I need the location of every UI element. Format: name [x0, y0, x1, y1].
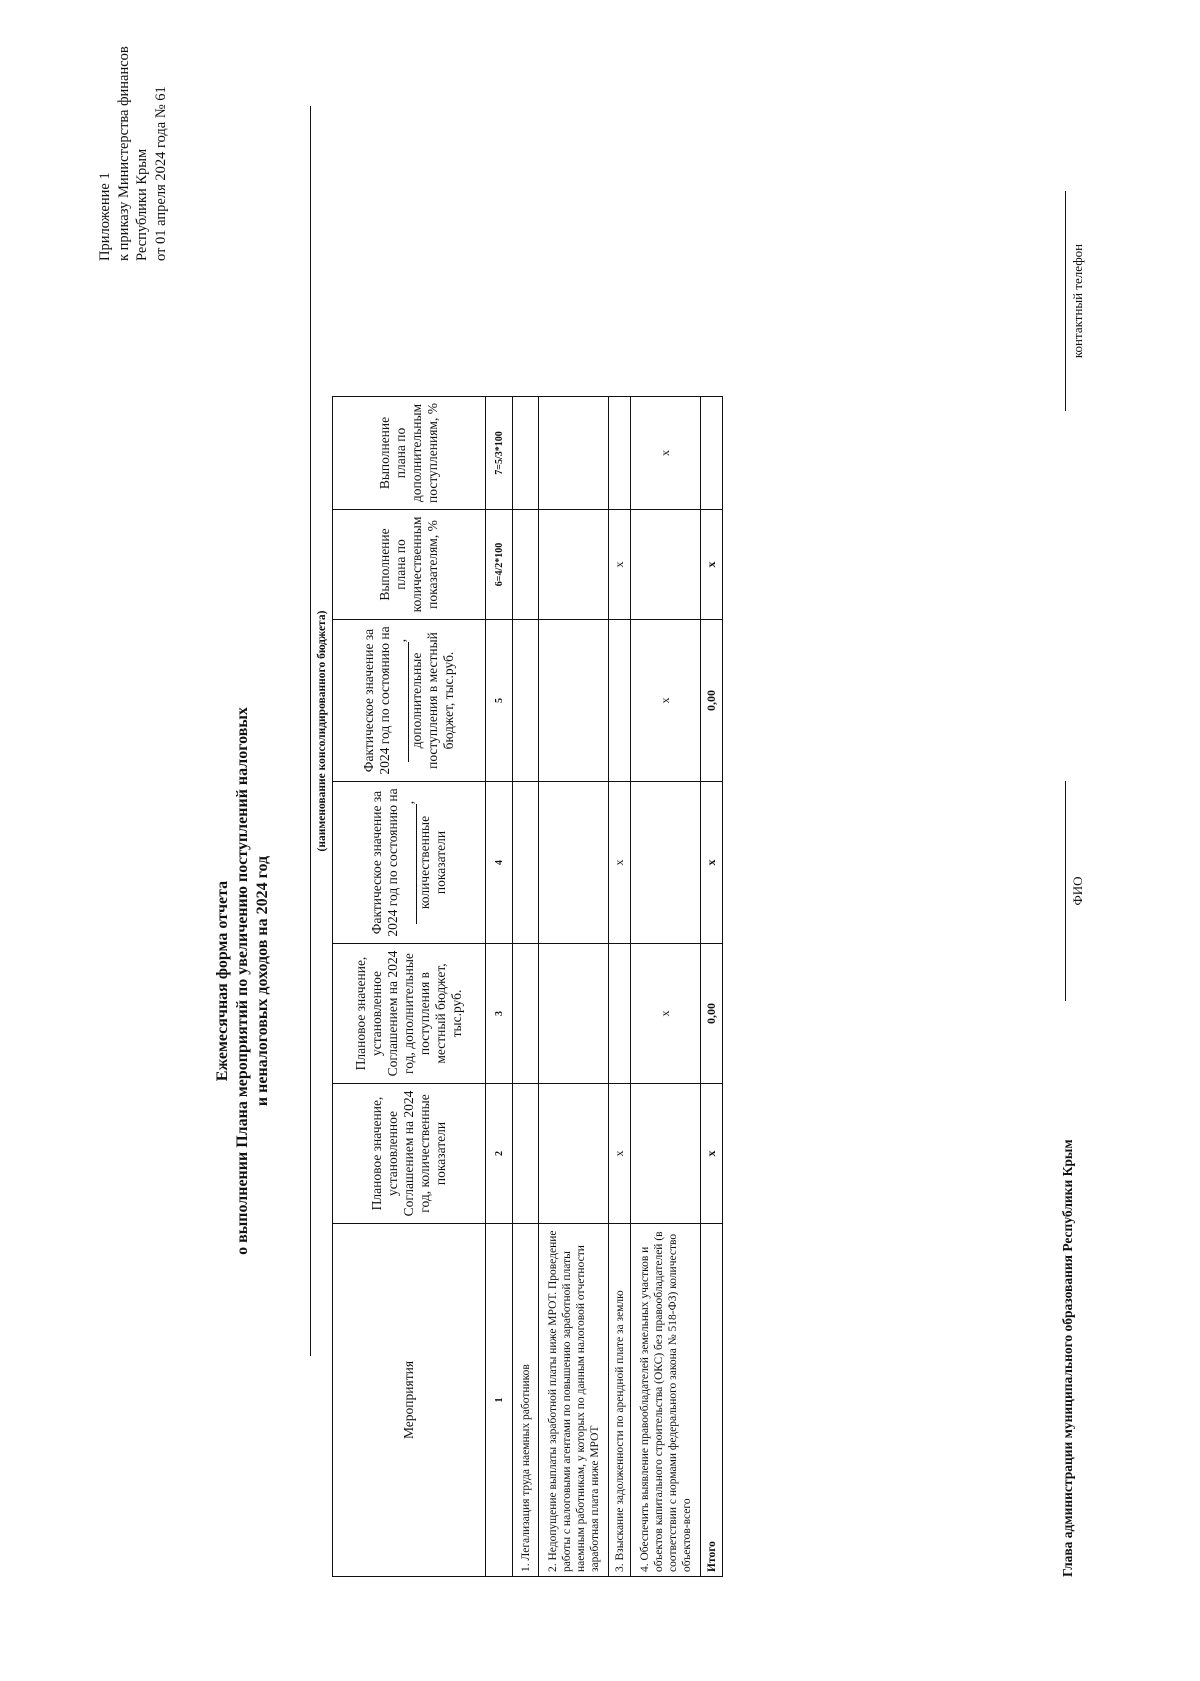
- table-cell: [539, 1084, 609, 1224]
- table-cell: [609, 620, 631, 782]
- column-number: 6=4/2*100: [486, 510, 513, 620]
- table-cell: x: [631, 944, 701, 1084]
- table-cell: [513, 782, 539, 944]
- table-cell: x: [609, 510, 631, 620]
- table-cell: [539, 620, 609, 782]
- header-text: дополнительные поступления в местный бюджет, тыс.руб.: [409, 632, 456, 769]
- budget-name-line: [310, 106, 311, 1356]
- table-cell: [539, 397, 609, 510]
- table-row: [631, 397, 701, 1577]
- header-plan-revenue: Плановое значение, установленное Соглашением на 2024 год, дополнительные поступления в местный бюджет, тыс.руб.: [333, 944, 486, 1084]
- table-cell: [513, 1084, 539, 1224]
- table-cell: [631, 1084, 701, 1224]
- table-cell: [513, 397, 539, 510]
- header-exec-revenue: Выполнение плана по дополнительным поступлениям, %: [333, 397, 486, 510]
- table-cell: 0,00: [701, 620, 723, 782]
- table-cell: x: [631, 620, 701, 782]
- fio-label: ФИО: [1070, 876, 1085, 906]
- table-cell: 0,00: [701, 944, 723, 1084]
- table-header-row: [333, 397, 486, 1577]
- header-text: Фактическое значение за 2024 год по состоянию на: [369, 788, 400, 937]
- column-number-row: [486, 397, 513, 1577]
- table-total-row: [701, 397, 723, 1577]
- table-cell: [609, 397, 631, 510]
- column-number: 2: [486, 1084, 513, 1224]
- appendix-line: Республики Крым: [134, 148, 150, 261]
- table-cell: x: [701, 1084, 723, 1224]
- header-fact-revenue: [333, 620, 486, 782]
- document-title: [213, 481, 273, 1481]
- appendix-block: [96, 21, 170, 261]
- appendix-line: к приказу Министерства финансов: [115, 46, 132, 261]
- header-fact-quantity: [333, 782, 486, 944]
- table-cell: x: [701, 510, 723, 620]
- table-row: [609, 397, 631, 1577]
- activity-name: 1. Легализация труда наемных работников: [513, 1224, 539, 1577]
- total-label: Итого: [701, 1224, 723, 1577]
- table-cell: [513, 944, 539, 1084]
- table-row: [513, 397, 539, 1577]
- table-cell: [513, 510, 539, 620]
- title-line: Ежемесячная форма отчета: [214, 880, 231, 1082]
- report-table: [332, 396, 723, 1577]
- table-cell: x: [701, 782, 723, 944]
- table-cell: x: [609, 1084, 631, 1224]
- column-number: 4: [486, 782, 513, 944]
- table-cell: [701, 397, 723, 510]
- phone-line: [1065, 191, 1066, 411]
- table-cell: [539, 944, 609, 1084]
- fio-line: [1065, 781, 1066, 1001]
- table-cell: [539, 782, 609, 944]
- date-blank: ,: [393, 624, 409, 777]
- activity-name: 4. Обеспечить выявление правообладателей земельных участков и объектов капитального строительства (ОКС) без правообладателей (в соответствии с нормами федерального закона № 518-ФЗ) количество объектов-всего: [631, 1224, 701, 1577]
- column-number: 1: [486, 1224, 513, 1577]
- column-number: 7=5/3*100: [486, 397, 513, 510]
- budget-name-caption: (наименование консолидированного бюджета): [316, 610, 328, 852]
- column-number: 3: [486, 944, 513, 1084]
- header-exec-quantity: Выполнение плана по количественным показателям, %: [333, 510, 486, 620]
- header-plan-quantity: Плановое значение, установленное Соглашением на 2024 год, количественные показатели: [333, 1084, 486, 1224]
- appendix-line: от 01 апреля 2024 года № 61: [152, 86, 169, 261]
- activity-name: 2. Недопущение выплаты заработной платы ниже МРОТ. Проведение работы с налоговыми агентами по повышению заработной платы наемным работникам, у которых по данным налоговой отчетности заработная плата ниже МРОТ: [539, 1224, 609, 1577]
- header-text: количественные показатели: [417, 815, 448, 910]
- signer-title: Глава администрации муниципального образования Республики Крым: [1060, 1139, 1075, 1577]
- table-cell: [513, 620, 539, 782]
- header-activities: Мероприятия: [333, 1224, 486, 1577]
- appendix-line: Приложение 1: [97, 172, 113, 261]
- table-cell: x: [631, 397, 701, 510]
- table-cell: [631, 510, 701, 620]
- table-cell: [631, 782, 701, 944]
- table-cell: x: [609, 782, 631, 944]
- date-blank: ,: [401, 786, 417, 939]
- title-line: о выполнении Плана мероприятий по увеличению поступлений налоговых: [234, 707, 251, 1255]
- table-cell: [539, 510, 609, 620]
- table-row: [539, 397, 609, 1577]
- header-text: Фактическое значение за 2024 год по состоянию на: [361, 626, 392, 775]
- phone-label: контактный телефон: [1070, 243, 1085, 359]
- column-number: 5: [486, 620, 513, 782]
- table-cell: [609, 944, 631, 1084]
- activity-name: 3. Взыскание задолженности по арендной плате за землю: [609, 1224, 631, 1577]
- title-line: и неналоговых доходов на 2024 год: [254, 855, 271, 1107]
